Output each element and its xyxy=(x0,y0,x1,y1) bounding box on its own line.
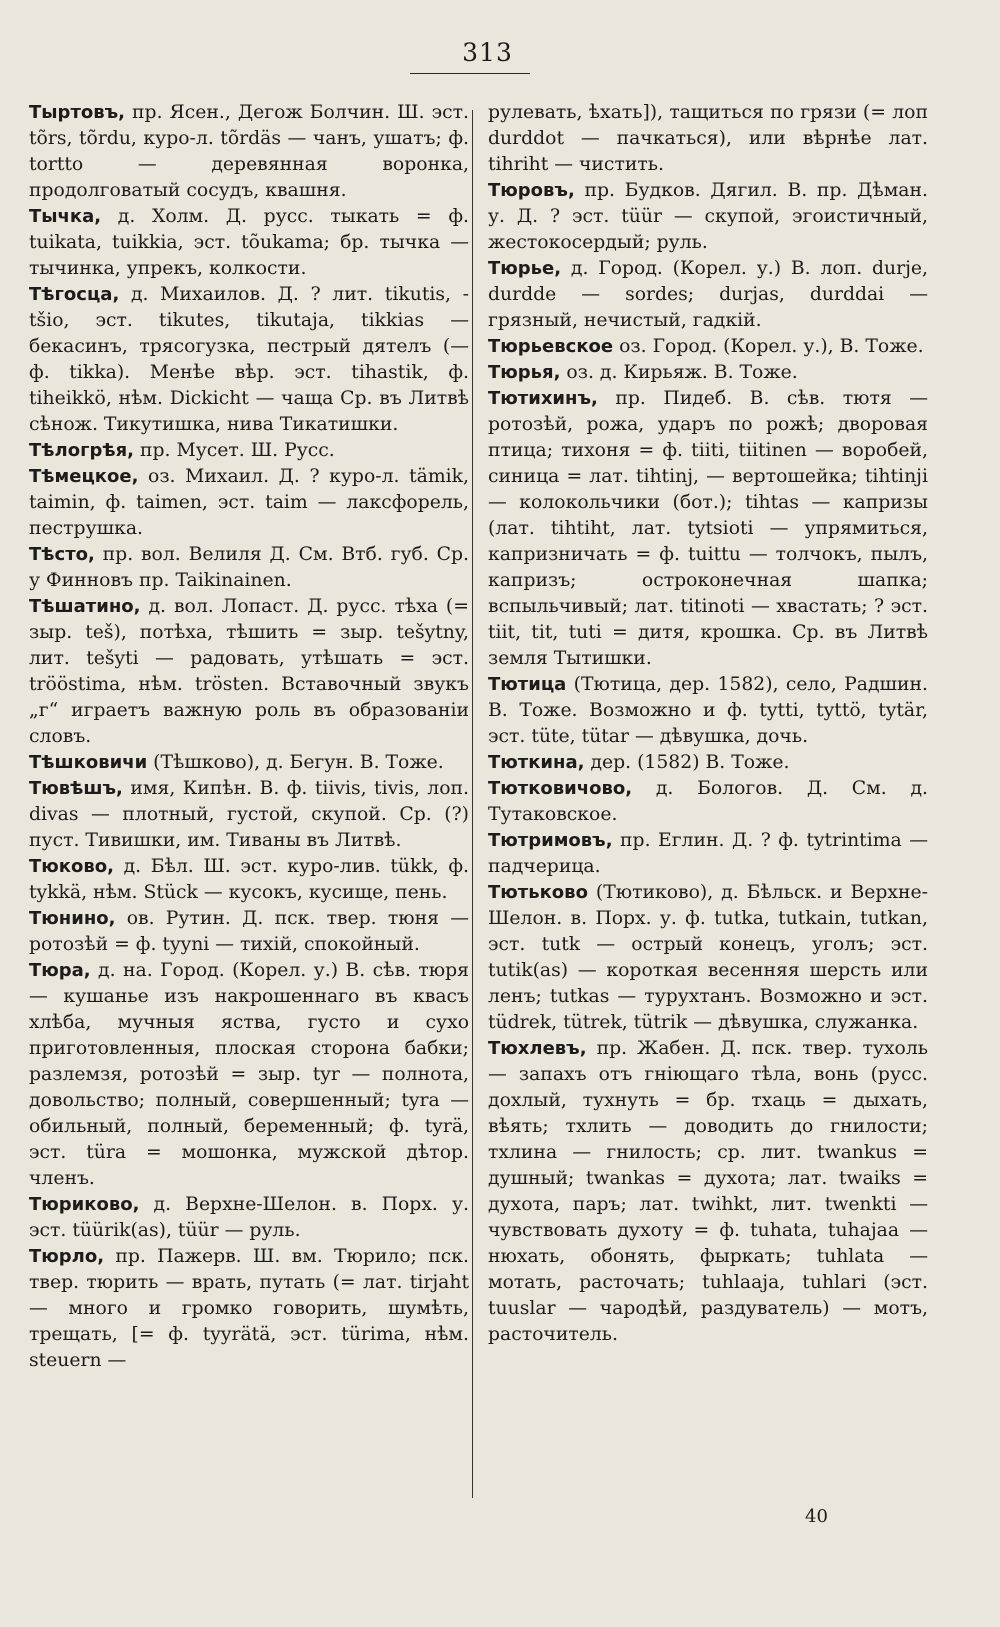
entry-text: оз. Михаил. Д. ? куро-л. tämik, taimin, ф. taimen, эст. taim — лаксфорель, пеструшка. xyxy=(29,466,469,539)
entry-headword: Тюрло, xyxy=(29,1246,105,1267)
dictionary-entry xyxy=(29,750,469,776)
entry-headword: Тюрье, xyxy=(488,258,562,279)
entry-headword: Тюра, xyxy=(29,960,91,981)
entry-headword: Тыртовъ, xyxy=(29,102,125,123)
signature-mark: 40 xyxy=(805,1506,828,1527)
entry-headword: Тювѣшъ, xyxy=(29,778,123,799)
entry-headword: Тюрьевское xyxy=(488,336,614,357)
entry-headword: Тюриково, xyxy=(29,1194,140,1215)
dictionary-entry xyxy=(488,750,928,776)
entry-headword: Тѣшковичи xyxy=(29,752,148,773)
entry-headword: Тютковичово, xyxy=(488,778,633,799)
dictionary-entry xyxy=(29,776,469,854)
dictionary-entry xyxy=(29,464,469,542)
header-rule xyxy=(410,73,530,74)
dictionary-entry xyxy=(29,438,469,464)
entry-text: (Тѣшково), д. Бегун. В. Тоже. xyxy=(147,752,444,773)
entry-text: пр. Мусет. Ш. Русс. xyxy=(134,440,335,461)
entry-headword: Тюткина, xyxy=(488,752,585,773)
dictionary-entry xyxy=(29,594,469,750)
page-number: 313 xyxy=(462,38,513,67)
dictionary-entry xyxy=(488,776,928,828)
entry-headword: Тюково, xyxy=(29,856,114,877)
dictionary-entry xyxy=(29,204,469,282)
entry-text: пр. Будков. Дягил. В. пр. Дѣман. у. Д. ? эст. tüür — скупой, эгоистичный, жестокосердый; руль. xyxy=(488,180,928,253)
entry-text: д. Бологов. Д. См. д. Тутаковское. xyxy=(488,778,928,825)
entry-headword: Тѣшатино, xyxy=(29,596,141,617)
entry-text: д. на. Город. (Корел. у.) В. сѣв. тюря — кушанье изъ накрошеннаго въ квасъ хлѣба, мучныя яства, густо и сухо приготовленныя, плоская сторона бабки; разлемзя, ротозѣй = зыр. tyr — полнота, довольство; полный, совершенный; tyra — обильный, полный, беременный; ф. tyrä, эст. türa = мошонка, мужской дѣтор. членъ. xyxy=(29,960,469,1189)
entry-text: оз. д. Кирьяж. В. Тоже. xyxy=(560,362,798,383)
dictionary-entry xyxy=(29,100,469,204)
entry-headword: Тютримовъ, xyxy=(488,830,613,851)
dictionary-entry xyxy=(29,282,469,438)
dictionary-entry xyxy=(29,542,469,594)
column-divider xyxy=(472,110,473,1498)
dictionary-entry xyxy=(29,958,469,1192)
left-column xyxy=(29,100,469,1374)
entry-headword: Тюхлевъ, xyxy=(488,1038,587,1059)
entry-text: ов. Рутин. Д. пск. твер. тюня — ротозѣй = ф. tyyni — тихій, спокойный. xyxy=(29,908,469,955)
entry-headword: Тютица xyxy=(488,674,567,695)
entry-text: д. Город. (Корел. у.) В. лоп. durje, durdde — sordes; durjas, durddai — грязный, нечистый, гадкій. xyxy=(488,258,928,331)
entry-headword: Тютьково xyxy=(488,882,588,903)
entry-headword: Тюнино, xyxy=(29,908,116,929)
dictionary-entry xyxy=(488,334,928,360)
entry-headword: Тѣсто, xyxy=(29,544,95,565)
dictionary-entry xyxy=(488,1036,928,1348)
dictionary-entry xyxy=(488,828,928,880)
dictionary-entry xyxy=(29,906,469,958)
entry-text: пр. Еглин. Д. ? ф. tytrintima — падчерица. xyxy=(488,830,928,877)
entry-text: д. Верхне-Шелон. в. Порх. у. эст. tüürik(as), tüür — руль. xyxy=(29,1194,469,1241)
entry-text: пр. вол. Велиля Д. См. Втб. губ. Ср. у Финновъ пр. Taikinainen. xyxy=(29,544,469,591)
entry-headword: Тѣлогрѣя, xyxy=(29,440,135,461)
entry-text: пр. Пажерв. Ш. вм. Тюрило; пск. твер. тюрить — врать, путать (= лат. tirjaht — много и громко говорить, шумѣть, трещать, [= ф. tyyrätä, эст. türima, нѣм. steuern — xyxy=(29,1246,469,1371)
entry-headword: Тюровъ, xyxy=(488,180,575,201)
entry-text: рулевать, ѣхать]), тащиться по грязи (= лоп durddot — пачкаться), или вѣрнѣе лат. tihriht — чистить. xyxy=(488,102,928,175)
entry-headword: Тюрья, xyxy=(488,362,561,383)
dictionary-entry xyxy=(488,672,928,750)
entry-text: (Тютиково), д. Бѣльск. и Верхне-Шелон. в. Порх. у. ф. tutka, tutkain, tutkan, эст. tutk — острый конецъ, уголъ; эст. tutik(as) — короткая весенняя шерсть или ленъ; tutkas — турухтанъ. Возможно и эст. tüdrek, tütrek, tütrik — дѣвушка, служанка. xyxy=(488,882,928,1033)
entry-text: имя, Кипѣн. В. ф. tiivis, tivis, лоп. divas — плотный, густой, скупой. Ср. (?) пуст. Тивишки, им. Тиваны въ Литвѣ. xyxy=(29,778,469,851)
entry-text: д. Бѣл. Ш. эст. куро-лив. tükk, ф. tykkä, нѣм. Stück — кусокъ, кусище, пень. xyxy=(29,856,469,903)
entry-headword: Тѣгосца, xyxy=(29,284,120,305)
entry-text: пр. Пидеб. В. сѣв. тютя — ротозѣй, рожа, ударъ по рожѣ; дворовая птица; тихоня = ф. tiiti, tiitinen — воробей, синица = лат. tihtinj, — вертошейка; tihtinji — колокольчики (бот.); tihtas — капризы (лат. tihtiht, лат. tytsioti — упрямиться, капризничать = ф. tuittu — толчокъ, пылъ, капризъ; остроконечная шапка; вспыльчивый; лат. titinoti — хвастать; ? эст. tiit, tit, tuti = дитя, крошка. Ср. въ Литвѣ земля Тытишки. xyxy=(488,388,928,669)
entry-headword: Тычка, xyxy=(29,206,102,227)
entry-text: оз. Город. (Корел. у.), В. Тоже. xyxy=(613,336,924,357)
dictionary-entry xyxy=(29,1192,469,1244)
entry-headword: Тѣмецкое, xyxy=(29,466,139,487)
entry-text: (Тютица, дер. 1582), село, Радшин. В. Тоже. Возможно и ф. tytti, tyttö, tytär, эст. tüte, tütar — дѣвушка, дочь. xyxy=(488,674,928,747)
dictionary-entry xyxy=(488,100,928,178)
right-column xyxy=(488,100,928,1348)
dictionary-entry xyxy=(488,256,928,334)
entry-text: дер. (1582) В. Тоже. xyxy=(584,752,790,773)
entry-text: д. Холм. Д. русс. тыкать = ф. tuikata, tuikkia, эст. tõukama; бр. тычка — тычинка, упрекъ, колкости. xyxy=(29,206,469,279)
dictionary-entry xyxy=(488,178,928,256)
entry-headword: Тютихинъ, xyxy=(488,388,598,409)
dictionary-entry xyxy=(29,854,469,906)
dictionary-entry xyxy=(488,880,928,1036)
dictionary-entry xyxy=(488,360,928,386)
entry-text: д. Михаилов. Д. ? лит. tikutis, -tšio, эст. tikutes, tikutaja, tikkias — бекасинъ, трясогузка, пестрый дятелъ (— ф. tikka). Менѣе вѣр. эст. tihastik, ф. tiheikkö, нѣм. Dickicht — чаща Ср. въ Литвѣ сѣнож. Тикутишка, нива Тикатишки. xyxy=(29,284,469,435)
dictionary-entry xyxy=(488,386,928,672)
entry-text: пр. Жабен. Д. пск. твер. тухоль — запахъ отъ гніющаго тѣла, вонь (русс. дохлый, тухнуть = бр. тхаць = дыхать, вѣять; тхлить — доводить до гнилости; тхлина — гнилость; ср. лит. twankus = душный; twankas = духота; лат. twaiks = духота, паръ; лат. twihkt, лит. twenkti — чувствовать духоту = ф. tuhata, tuhajaa — нюхать, обонять, фыркать; tuhlata — мотать, расточать; tuhlaaja, tuhlari (эст. tuuslar — чародѣй, раздуватель) — мотъ, расточитель. xyxy=(488,1038,928,1345)
entry-text: д. вол. Лопаст. Д. русс. тѣха (= зыр. teš), потѣха, тѣшить = зыр. tešytny, лит. tešyti — радовать, утѣшать = эст. trööstima, нѣм. trösten. Вставочный звукъ „г“ играетъ важную роль въ образованіи словъ. xyxy=(29,596,469,747)
dictionary-entry xyxy=(29,1244,469,1374)
entry-text: пр. Ясен., Дегож Болчин. Ш. эст. tõrs, tõrdu, куро-л. tõrdäs — чанъ, ушатъ; ф. tortto — деревянная воронка, продолговатый сосудъ, квашня. xyxy=(29,102,469,201)
